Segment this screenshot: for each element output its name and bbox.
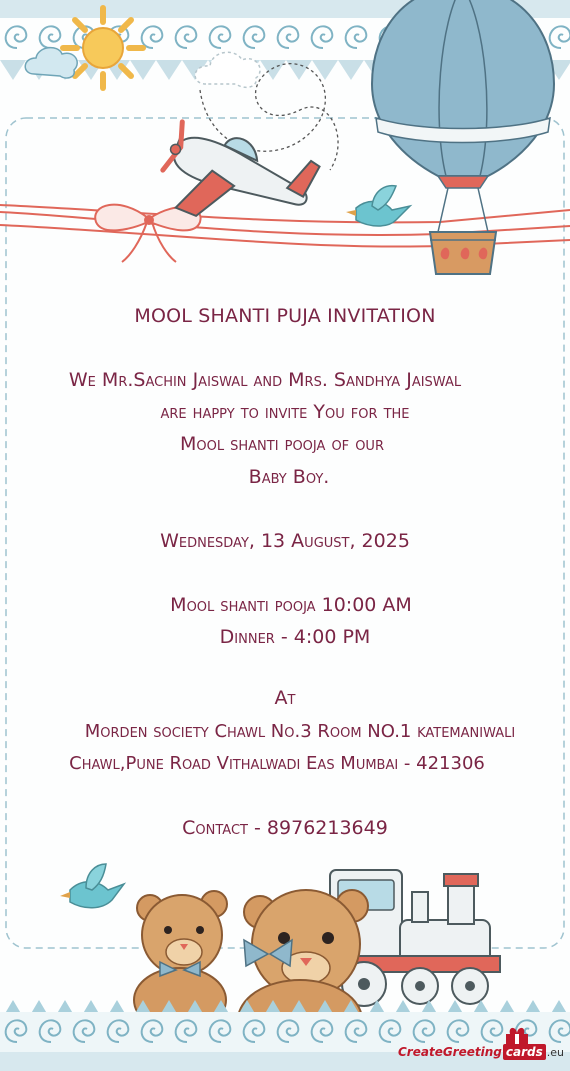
- watermark-brand-link[interactable]: [398, 1039, 564, 1065]
- invite-line: are happy to invite You for the: [160, 401, 410, 423]
- event-date: Wednesday, 13 August, 2025: [160, 530, 410, 552]
- bird-icon: [346, 186, 410, 226]
- hot-air-balloon-icon: [372, 0, 554, 274]
- for-line: Baby Boy.: [248, 466, 330, 488]
- event-line: Mool shanti pooja of our: [180, 433, 384, 455]
- contact-line: Contact - 8976213649: [182, 817, 388, 839]
- invitation-title: MOOL SHANTI PUJA INVITATION: [134, 305, 436, 327]
- address-line-2: Chawl,Pune Road Vithalwadi Eas Mumbai - 421306: [69, 753, 485, 774]
- watermark-brand-text: CreateGreeting: [398, 1045, 502, 1059]
- dinner-time: Dinner - 4:00 PM: [219, 626, 371, 648]
- watermark-brand-badge: cards: [503, 1044, 546, 1060]
- sun-icon: [63, 8, 143, 88]
- pooja-time: Mool shanti pooja 10:00 AM: [170, 594, 412, 616]
- hosts-line: We Mr.Sachin Jaiswal and Mrs. Sandhya Jaiswal: [68, 369, 462, 391]
- address-line-1: Morden society Chawl No.3 Room NO.1 katemaniwali: [84, 721, 516, 742]
- at-label: At: [274, 687, 296, 709]
- bird-icon: [60, 864, 124, 908]
- watermark-brand-tld: .eu: [546, 1045, 564, 1059]
